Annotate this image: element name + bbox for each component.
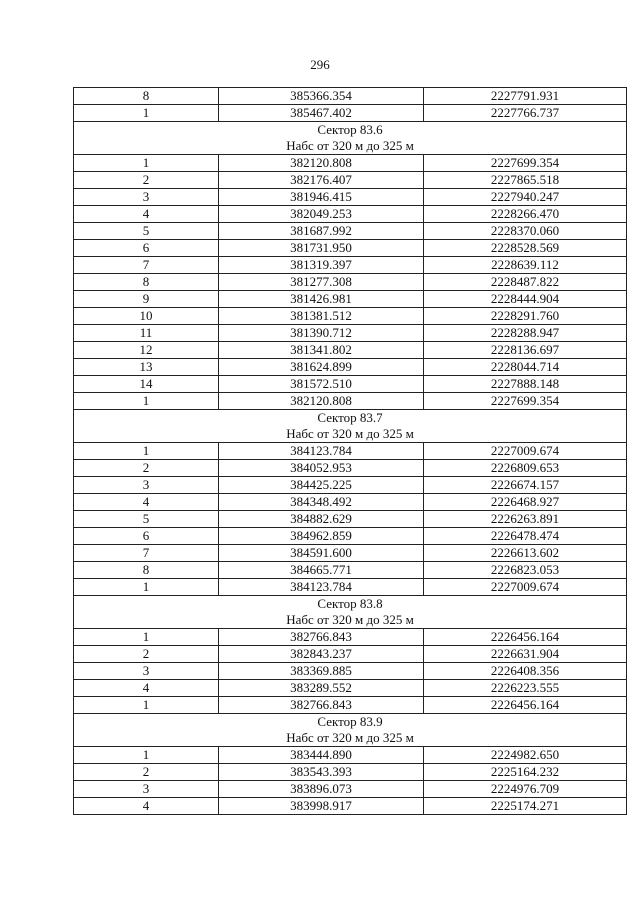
point-number-cell: 14 bbox=[74, 376, 219, 393]
x-coordinate-cell: 381381.512 bbox=[219, 308, 424, 325]
sector-header-cell bbox=[74, 596, 627, 629]
point-number-cell: 2 bbox=[74, 460, 219, 477]
y-coordinate-cell: 2226263.891 bbox=[424, 511, 627, 528]
table-row bbox=[74, 393, 627, 410]
x-coordinate-cell: 381426.981 bbox=[219, 291, 424, 308]
point-number-cell: 1 bbox=[74, 393, 219, 410]
x-coordinate-cell: 382766.843 bbox=[219, 629, 424, 646]
table-row bbox=[74, 223, 627, 240]
point-number-cell: 1 bbox=[74, 629, 219, 646]
point-number-cell: 7 bbox=[74, 257, 219, 274]
page-number: 296 bbox=[310, 57, 330, 72]
sector-header-cell bbox=[74, 410, 627, 443]
table-row bbox=[74, 680, 627, 697]
point-number-cell: 2 bbox=[74, 172, 219, 189]
x-coordinate-cell: 383289.552 bbox=[219, 680, 424, 697]
point-number-cell: 1 bbox=[74, 105, 219, 122]
sector-header-row bbox=[74, 714, 627, 747]
y-coordinate-cell: 2224976.709 bbox=[424, 781, 627, 798]
table-row bbox=[74, 764, 627, 781]
point-number-cell: 8 bbox=[74, 274, 219, 291]
y-coordinate-cell: 2226613.602 bbox=[424, 545, 627, 562]
table-row bbox=[74, 511, 627, 528]
x-coordinate-cell: 384052.953 bbox=[219, 460, 424, 477]
y-coordinate-cell: 2225164.232 bbox=[424, 764, 627, 781]
x-coordinate-cell: 382120.808 bbox=[219, 155, 424, 172]
sector-header-row bbox=[74, 410, 627, 443]
y-coordinate-cell: 2226809.653 bbox=[424, 460, 627, 477]
y-coordinate-cell: 2226408.356 bbox=[424, 663, 627, 680]
point-number-cell: 1 bbox=[74, 155, 219, 172]
table-row bbox=[74, 274, 627, 291]
sector-elevation: Набс от 320 м до 325 м bbox=[286, 426, 414, 441]
sector-elevation: Набс от 320 м до 325 м bbox=[286, 730, 414, 745]
point-number-cell: 4 bbox=[74, 494, 219, 511]
sector-header-row bbox=[74, 596, 627, 629]
table-row bbox=[74, 697, 627, 714]
y-coordinate-cell: 2226674.157 bbox=[424, 477, 627, 494]
point-number-cell: 5 bbox=[74, 223, 219, 240]
y-coordinate-cell: 2227699.354 bbox=[424, 155, 627, 172]
y-coordinate-cell: 2226823.053 bbox=[424, 562, 627, 579]
x-coordinate-cell: 381731.950 bbox=[219, 240, 424, 257]
point-number-cell: 4 bbox=[74, 206, 219, 223]
table-row bbox=[74, 494, 627, 511]
point-number-cell: 9 bbox=[74, 291, 219, 308]
y-coordinate-cell: 2228266.470 bbox=[424, 206, 627, 223]
x-coordinate-cell: 382766.843 bbox=[219, 697, 424, 714]
x-coordinate-cell: 383444.890 bbox=[219, 747, 424, 764]
x-coordinate-cell: 382049.253 bbox=[219, 206, 424, 223]
x-coordinate-cell: 384962.859 bbox=[219, 528, 424, 545]
table-row bbox=[74, 629, 627, 646]
table-row bbox=[74, 663, 627, 680]
point-number-cell: 1 bbox=[74, 697, 219, 714]
x-coordinate-cell: 381390.712 bbox=[219, 325, 424, 342]
point-number-cell: 3 bbox=[74, 663, 219, 680]
y-coordinate-cell: 2227766.737 bbox=[424, 105, 627, 122]
table-row bbox=[74, 443, 627, 460]
x-coordinate-cell: 384123.784 bbox=[219, 579, 424, 596]
table-row bbox=[74, 291, 627, 308]
y-coordinate-cell: 2228370.060 bbox=[424, 223, 627, 240]
point-number-cell: 6 bbox=[74, 528, 219, 545]
x-coordinate-cell: 383369.885 bbox=[219, 663, 424, 680]
y-coordinate-cell: 2227009.674 bbox=[424, 443, 627, 460]
y-coordinate-cell: 2225174.271 bbox=[424, 798, 627, 815]
x-coordinate-cell: 383896.073 bbox=[219, 781, 424, 798]
sector-header-cell bbox=[74, 122, 627, 155]
table-row bbox=[74, 189, 627, 206]
y-coordinate-cell: 2228528.569 bbox=[424, 240, 627, 257]
table-row bbox=[74, 477, 627, 494]
y-coordinate-cell: 2226468.927 bbox=[424, 494, 627, 511]
point-number-cell: 11 bbox=[74, 325, 219, 342]
x-coordinate-cell: 381341.802 bbox=[219, 342, 424, 359]
y-coordinate-cell: 2228136.697 bbox=[424, 342, 627, 359]
x-coordinate-cell: 384123.784 bbox=[219, 443, 424, 460]
table-row bbox=[74, 155, 627, 172]
y-coordinate-cell: 2227888.148 bbox=[424, 376, 627, 393]
sector-header-cell bbox=[74, 714, 627, 747]
y-coordinate-cell: 2227699.354 bbox=[424, 393, 627, 410]
y-coordinate-cell: 2226478.474 bbox=[424, 528, 627, 545]
point-number-cell: 1 bbox=[74, 443, 219, 460]
y-coordinate-cell: 2228288.947 bbox=[424, 325, 627, 342]
x-coordinate-cell: 384665.771 bbox=[219, 562, 424, 579]
point-number-cell: 10 bbox=[74, 308, 219, 325]
x-coordinate-cell: 384425.225 bbox=[219, 477, 424, 494]
table-row bbox=[74, 240, 627, 257]
y-coordinate-cell: 2226223.555 bbox=[424, 680, 627, 697]
x-coordinate-cell: 384882.629 bbox=[219, 511, 424, 528]
point-number-cell: 3 bbox=[74, 477, 219, 494]
y-coordinate-cell: 2227791.931 bbox=[424, 88, 627, 105]
point-number-cell: 12 bbox=[74, 342, 219, 359]
x-coordinate-cell: 385366.354 bbox=[219, 88, 424, 105]
table-row bbox=[74, 308, 627, 325]
point-number-cell: 4 bbox=[74, 798, 219, 815]
point-number-cell: 7 bbox=[74, 545, 219, 562]
point-number-cell: 4 bbox=[74, 680, 219, 697]
point-number-cell: 3 bbox=[74, 189, 219, 206]
coordinates-table-body bbox=[74, 88, 627, 815]
table-row bbox=[74, 562, 627, 579]
point-number-cell: 8 bbox=[74, 88, 219, 105]
y-coordinate-cell: 2228444.904 bbox=[424, 291, 627, 308]
table-row bbox=[74, 545, 627, 562]
table-row bbox=[74, 781, 627, 798]
x-coordinate-cell: 385467.402 bbox=[219, 105, 424, 122]
point-number-cell: 1 bbox=[74, 579, 219, 596]
x-coordinate-cell: 382843.237 bbox=[219, 646, 424, 663]
y-coordinate-cell: 2228487.822 bbox=[424, 274, 627, 291]
y-coordinate-cell: 2227009.674 bbox=[424, 579, 627, 596]
x-coordinate-cell: 381687.992 bbox=[219, 223, 424, 240]
y-coordinate-cell: 2228639.112 bbox=[424, 257, 627, 274]
point-number-cell: 2 bbox=[74, 646, 219, 663]
x-coordinate-cell: 381572.510 bbox=[219, 376, 424, 393]
x-coordinate-cell: 384591.600 bbox=[219, 545, 424, 562]
x-coordinate-cell: 383998.917 bbox=[219, 798, 424, 815]
y-coordinate-cell: 2226631.904 bbox=[424, 646, 627, 663]
y-coordinate-cell: 2226456.164 bbox=[424, 629, 627, 646]
table-row bbox=[74, 579, 627, 596]
table-row bbox=[74, 325, 627, 342]
sector-title: Сектор 83.8 bbox=[317, 596, 383, 611]
x-coordinate-cell: 384348.492 bbox=[219, 494, 424, 511]
sector-elevation: Набс от 320 м до 325 м bbox=[286, 612, 414, 627]
y-coordinate-cell: 2227940.247 bbox=[424, 189, 627, 206]
table-row bbox=[74, 88, 627, 105]
table-row bbox=[74, 747, 627, 764]
point-number-cell: 1 bbox=[74, 747, 219, 764]
point-number-cell: 3 bbox=[74, 781, 219, 798]
point-number-cell: 13 bbox=[74, 359, 219, 376]
y-coordinate-cell: 2224982.650 bbox=[424, 747, 627, 764]
coordinates-table bbox=[73, 87, 627, 815]
y-coordinate-cell: 2227865.518 bbox=[424, 172, 627, 189]
x-coordinate-cell: 382120.808 bbox=[219, 393, 424, 410]
sector-title: Сектор 83.6 bbox=[317, 122, 383, 137]
table-row bbox=[74, 646, 627, 663]
table-row bbox=[74, 105, 627, 122]
y-coordinate-cell: 2226456.164 bbox=[424, 697, 627, 714]
x-coordinate-cell: 381946.415 bbox=[219, 189, 424, 206]
table-row bbox=[74, 798, 627, 815]
table-row bbox=[74, 257, 627, 274]
x-coordinate-cell: 381277.308 bbox=[219, 274, 424, 291]
x-coordinate-cell: 382176.407 bbox=[219, 172, 424, 189]
y-coordinate-cell: 2228044.714 bbox=[424, 359, 627, 376]
table-row bbox=[74, 342, 627, 359]
y-coordinate-cell: 2228291.760 bbox=[424, 308, 627, 325]
table-row bbox=[74, 460, 627, 477]
table-row bbox=[74, 376, 627, 393]
sector-title: Сектор 83.9 bbox=[317, 714, 383, 729]
point-number-cell: 5 bbox=[74, 511, 219, 528]
table-row bbox=[74, 172, 627, 189]
point-number-cell: 2 bbox=[74, 764, 219, 781]
table-row bbox=[74, 206, 627, 223]
x-coordinate-cell: 381319.397 bbox=[219, 257, 424, 274]
sector-title: Сектор 83.7 bbox=[317, 410, 383, 425]
table-row bbox=[74, 359, 627, 376]
sector-elevation: Набс от 320 м до 325 м bbox=[286, 138, 414, 153]
x-coordinate-cell: 383543.393 bbox=[219, 764, 424, 781]
table-row bbox=[74, 528, 627, 545]
x-coordinate-cell: 381624.899 bbox=[219, 359, 424, 376]
point-number-cell: 6 bbox=[74, 240, 219, 257]
point-number-cell: 8 bbox=[74, 562, 219, 579]
sector-header-row bbox=[74, 122, 627, 155]
